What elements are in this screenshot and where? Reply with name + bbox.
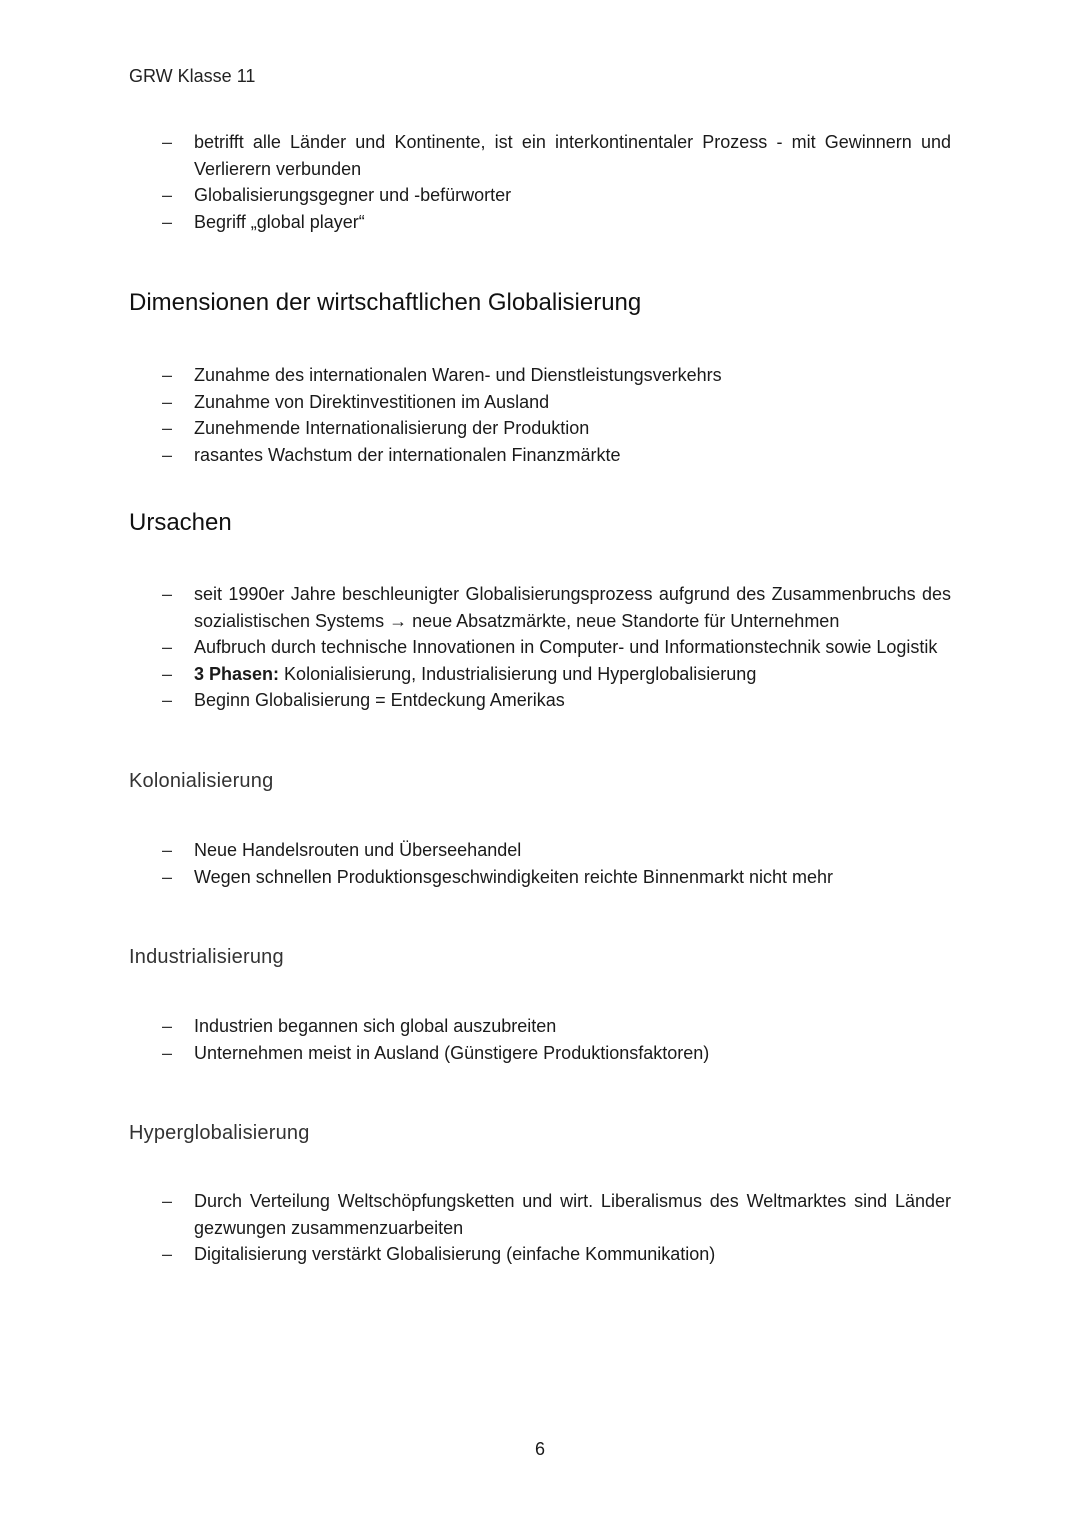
list-item: – Durch Verteilung Weltschöpfungsketten und wirt. Liberalismus des Weltmarktes sind Länder gezwungen zusammenzuarbeiten [129,1188,951,1241]
dash-bullet-icon: – [162,866,173,887]
kolonialisierung-list [129,837,951,890]
phasen-label: 3 Phasen: [194,663,280,684]
list-item: – Beginn Globalisierung = Entdeckung Amerikas [129,687,951,714]
list-item: – 3 Phasen: Kolonialisierung, Industrialisierung und Hyperglobalisierung [129,661,951,688]
industrialisierung-list-block [129,1013,951,1066]
list-item: – Neue Handelsrouten und Überseehandel [129,837,951,864]
dash-bullet-icon: – [162,637,173,657]
intro-list-block [129,129,951,235]
heading-hyperglobalisierung: Hyperglobalisierung [129,1122,310,1144]
list-item: – Zunahme des internationalen Waren- und Dienstleistungsverkehrs [129,362,951,389]
dimensionen-list [129,362,951,468]
kolonialisierung-list-block [129,837,951,890]
heading-ursachen: Ursachen [129,509,232,536]
list-item: – Zunehmende Internationalisierung der Produktion [129,415,951,442]
dash-bullet-icon: – [162,185,173,205]
ursachen-list [129,581,951,714]
list-item: – Zunahme von Direktinvestitionen im Ausland [129,389,951,416]
heading-dimensionen: Dimensionen der wirtschaftlichen Globalisierung [129,289,642,316]
list-item: – Industrien begannen sich global auszubreiten [129,1013,951,1040]
dash-bullet-icon: – [162,1016,173,1036]
dimensionen-list-block [129,362,951,468]
dash-bullet-icon: – [162,584,173,604]
list-item: – betrifft alle Länder und Kontinente, ist ein interkontinentaler Prozess - mit Gewinnern und Verlierern verbunden [129,129,951,182]
dash-bullet-icon: – [162,132,173,152]
heading-industrialisierung: Industrialisierung [129,946,284,968]
dash-bullet-icon: – [162,391,173,412]
list-item: – Unternehmen meist in Ausland (Günstigere Produktionsfaktoren) [129,1040,951,1067]
intro-list [129,129,951,235]
list-item: – rasantes Wachstum der internationalen Finanzmärkte [129,442,951,469]
page-number: 6 [534,1439,545,1459]
list-item: – Begriff „global player“ [129,209,951,236]
hyperglobalisierung-list-block [129,1188,951,1268]
page-header: GRW Klasse 11 [129,66,256,86]
industrialisierung-list [129,1013,951,1066]
dash-bullet-icon: – [162,1244,173,1264]
dash-bullet-icon: – [162,1191,173,1211]
dash-bullet-icon: – [162,444,173,465]
dash-bullet-icon: – [162,211,173,232]
dash-bullet-icon: – [162,690,173,710]
dash-bullet-icon: – [162,418,173,438]
heading-kolonialisierung: Kolonialisierung [129,770,274,792]
list-item: – Wegen schnellen Produktionsgeschwindigkeiten reichte Binnenmarkt nicht mehr [129,864,951,891]
list-item: – Globalisierungsgegner und -befürworter [129,182,951,209]
ursachen-list-block [129,581,951,714]
dash-bullet-icon: – [162,663,173,684]
list-item: – Digitalisierung verstärkt Globalisierung (einfache Kommunikation) [129,1241,951,1268]
dash-bullet-icon: – [162,840,173,860]
dash-bullet-icon: – [162,1042,173,1063]
list-item: – seit 1990er Jahre beschleunigter Globalisierungsprozess aufgrund des Zusammenbruchs des sozialistischen Systems → neue Absatzmärkte, neue Standorte für Unternehmen [129,581,951,634]
list-item: – Aufbruch durch technische Innovationen in Computer- und Informationstechnik sowie Logistik [129,634,951,661]
hyperglobalisierung-list [129,1188,951,1268]
dash-bullet-icon: – [162,365,173,385]
